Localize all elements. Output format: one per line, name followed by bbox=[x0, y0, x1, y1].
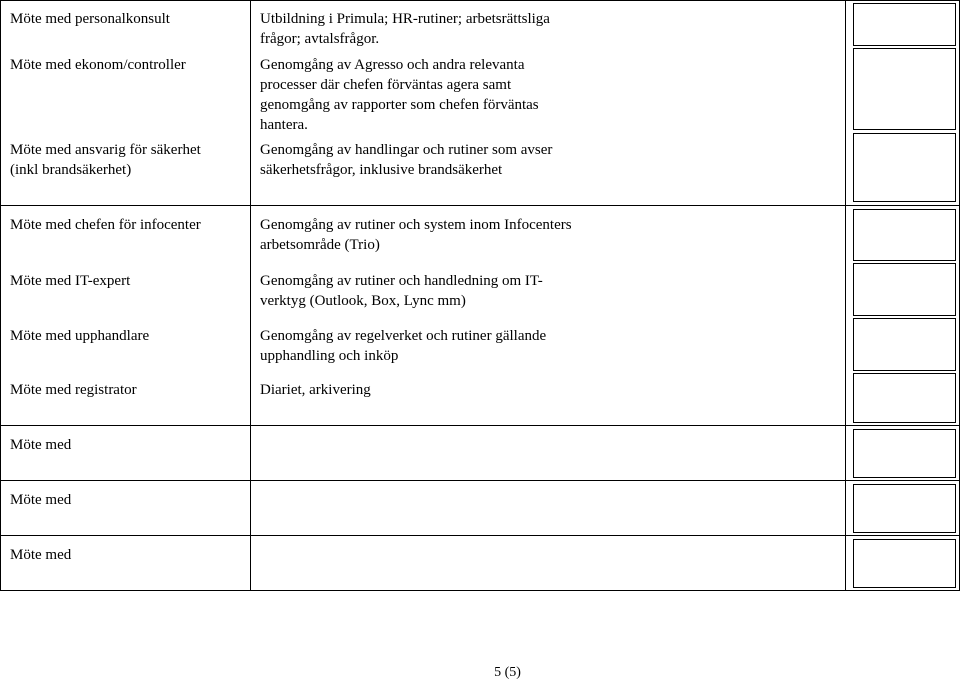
table-row-who: Möte med IT-expert bbox=[10, 273, 131, 289]
checkbox-row-7[interactable] bbox=[853, 373, 956, 423]
checkbox-row-9[interactable] bbox=[853, 484, 956, 533]
table-border-bottom bbox=[0, 590, 960, 591]
checkbox-row-1[interactable] bbox=[853, 3, 956, 46]
table-row-what: Utbildning i Primula; HR-rutiner; arbetsrättsliga frågor; avtalsfrågor. bbox=[260, 11, 550, 47]
table-row-what: Genomgång av rutiner och system inom Infocenters arbetsområde (Trio) bbox=[260, 217, 572, 253]
checkbox-row-10[interactable] bbox=[853, 539, 956, 588]
row-divider bbox=[0, 480, 960, 481]
column-divider-2 bbox=[845, 0, 846, 591]
checkbox-row-4[interactable] bbox=[853, 209, 956, 261]
column-divider-1 bbox=[250, 0, 251, 591]
checkbox-row-5[interactable] bbox=[853, 263, 956, 316]
row-divider bbox=[0, 205, 960, 206]
table-row-who: Möte med ekonom/controller bbox=[10, 57, 186, 73]
table-row-who: Möte med bbox=[10, 437, 72, 453]
table-row-who: Möte med upphandlare bbox=[10, 328, 150, 344]
table-border-left bbox=[0, 0, 1, 591]
page-number: 5 (5) bbox=[494, 665, 521, 680]
table-row-who: Möte med bbox=[10, 547, 72, 563]
table-row-who: Möte med ansvarig för säkerhet (inkl brandsäkerhet) bbox=[10, 142, 201, 178]
table-row-who: Möte med personalkonsult bbox=[10, 11, 170, 27]
checkbox-row-2[interactable] bbox=[853, 48, 956, 130]
table-row-what: Genomgång av regelverket och rutiner gällande upphandling och inköp bbox=[260, 328, 547, 364]
table-row-what: Genomgång av rutiner och handledning om IT- verktyg (Outlook, Box, Lync mm) bbox=[260, 273, 543, 309]
row-divider bbox=[0, 425, 960, 426]
row-divider bbox=[0, 535, 960, 536]
checkbox-row-6[interactable] bbox=[853, 318, 956, 371]
table-row-who: Möte med bbox=[10, 492, 72, 508]
checkbox-row-3[interactable] bbox=[853, 133, 956, 202]
table-border-top bbox=[0, 0, 960, 1]
table-row-what: Genomgång av Agresso och andra relevanta processer där chefen förväntas agera samt genomgång av rapporter som chefen förväntas hantera. bbox=[260, 57, 539, 133]
table-row-who: Möte med chefen för infocenter bbox=[10, 217, 201, 233]
table-row-what: Genomgång av handlingar och rutiner som avser säkerhetsfrågor, inklusive brandsäkerhet bbox=[260, 142, 553, 178]
table-row-who: Möte med registrator bbox=[10, 382, 137, 398]
checkbox-row-8[interactable] bbox=[853, 429, 956, 478]
table-row-what: Diariet, arkivering bbox=[260, 382, 371, 398]
